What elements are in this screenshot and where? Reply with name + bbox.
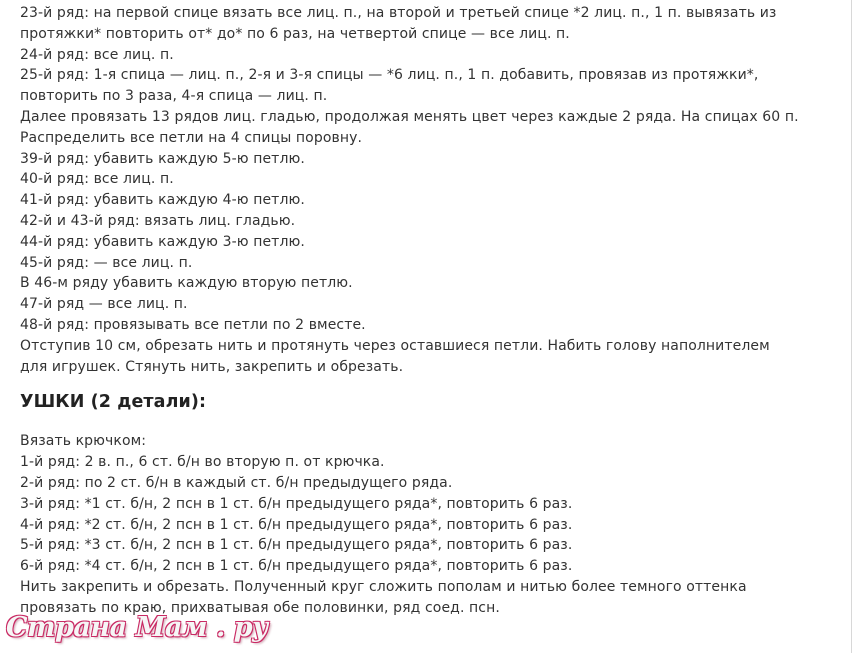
ears-final-paragraph: Нить закрепить и обрезать. Полученный круг сложить пополам и нитью более темного оттенка провязать по краю, прихватывая обе половинки, ряд соед. псн. (20, 578, 747, 616)
article-body (20, 3, 850, 619)
row-45: 45-й ряд: — все лиц. п. (20, 254, 193, 271)
ears-row-5: 5-й ряд: *3 ст. б/н, 2 псн в 1 ст. б/н предыдущего ряда*, повторить 6 раз. (20, 537, 573, 554)
row-41: 41-й ряд: убавить каждую 4-ю петлю. (20, 192, 305, 209)
ears-row-1: 1-й ряд: 2 в. п., 6 ст. б/н во вторую п. от крючка. (20, 454, 385, 471)
row-24: 24-й ряд: все лиц. п. (20, 46, 174, 63)
ears-heading: УШКИ (2 детали): (20, 392, 207, 413)
row-48: 48-й ряд: провязывать все петли по 2 вместе. (20, 316, 366, 333)
row-25-line-2: повторить по 3 раза, 4-я спица — лиц. п. (20, 88, 328, 105)
finish-paragraph: Отступив 10 см, обрезать нить и протянуть через оставшиеся петли. Набить голову наполнителем для игрушек. Стянуть нить, закрепить и обрезать. (20, 337, 770, 375)
row-47: 47-й ряд — все лиц. п. (20, 296, 188, 313)
row-42-43: 42-й и 43-й ряд: вязать лиц. гладью. (20, 212, 296, 229)
content-border (851, 0, 852, 653)
row-40: 40-й ряд: все лиц. п. (20, 171, 174, 188)
row-23-line-2: протяжки* повторить от* до* по 6 раз, на четвертой спице — все лиц. п. (20, 25, 570, 42)
row-39: 39-й ряд: убавить каждую 5-ю петлю. (20, 150, 305, 167)
ears-row-6: 6-й ряд: *4 ст. б/н, 2 псн в 1 ст. б/н предыдущего ряда*, повторить 6 раз. (20, 558, 573, 575)
row-25-line-1: 25-й ряд: 1-я спица — лиц. п., 2-я и 3-я спицы — *6 лиц. п., 1 п. добавить, провязав из протяжки*, (20, 67, 759, 84)
ears-row-3: 3-й ряд: *1 ст. б/н, 2 псн в 1 ст. б/н предыдущего ряда*, повторить 6 раз. (20, 495, 573, 512)
ears-row-2: 2-й ряд: по 2 ст. б/н в каждый ст. б/н предыдущего ряда. (20, 474, 453, 491)
ears-intro: Вязать крючком: (20, 433, 147, 450)
row-44: 44-й ряд: убавить каждую 3-ю петлю. (20, 233, 305, 250)
distribute-stitches: Распределить все петли на 4 спицы поровну. (20, 129, 363, 146)
site-watermark-logo: Страна Мам . ру (6, 612, 268, 643)
row-46: В 46-м ряду убавить каждую вторую петлю. (20, 275, 353, 292)
row-23-line-1: 23-й ряд: на первой спице вязать все лиц. п., на второй и третьей спице *2 лиц. п., 1 п. вывязать из (20, 5, 777, 21)
rows-26-38: Далее провязать 13 рядов лиц. гладью, продолжая менять цвет через каждые 2 ряда. На спицах 60 п. (20, 108, 799, 125)
ears-row-4: 4-й ряд: *2 ст. б/н, 2 псн в 1 ст. б/н предыдущего ряда*, повторить 6 раз. (20, 516, 573, 533)
